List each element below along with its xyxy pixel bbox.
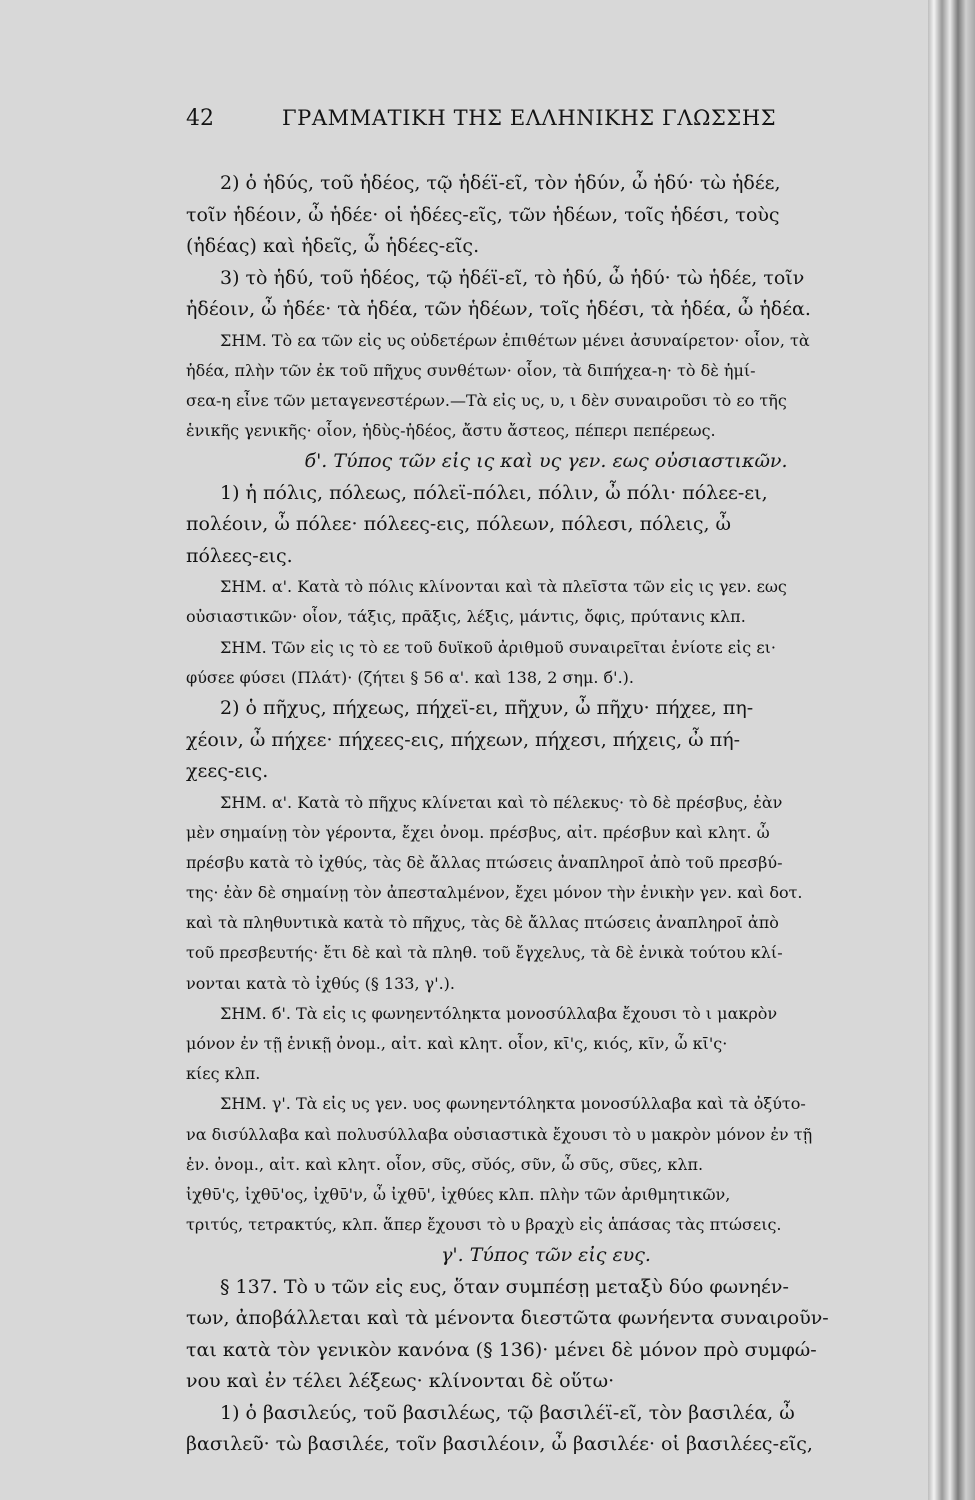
text-line: πόλεες-εις.	[186, 544, 293, 567]
note-line: ΣΗΜ. γ'. Τὰ εἰς υς γεν. υος φωνηεντόληκτα μονοσύλλαβα καὶ τὰ ὀξύτο-	[220, 1094, 806, 1114]
note-line: μόνον ἐν τῇ ἑνικῇ ὀνομ., αἰτ. καὶ κλητ. οἷον, κῑ'ς, κιός, κῖν, ὦ κῑ'ς·	[186, 1034, 728, 1053]
text-line: νου καὶ ἐν τέλει λέξεως· κλίνονται δὲ οὕτω·	[186, 1370, 615, 1393]
section-heading: γ'. Τύπος τῶν εἰς ευς.	[441, 1244, 651, 1267]
note-line: μὲν σημαίνῃ τὸν γέροντα, ἔχει ὀνομ. πρέσβυς, αἰτ. πρέσβυν καὶ κλητ. ὦ	[186, 822, 770, 842]
text-line: 2) ὁ πῆχυς, πήχεως, πήχεϊ-ει, πῆχυν, ὦ πῆχυ· πήχεε, πη-	[220, 697, 754, 719]
note-line: ἑν. ὀνομ., αἰτ. καὶ κλητ. οἷον, σῦς, σῠός, σῦν, ὦ σῦς, σῦες, κλπ.	[186, 1154, 704, 1174]
note-line: νονται κατὰ τὸ ἰχθύς (§ 133, γ'.).	[186, 973, 456, 993]
text-line: χεες-εις.	[186, 760, 269, 782]
text-line: ται κατὰ τὸν γενικὸν κανόνα (§ 136)· μένει δὲ μόνον πρὸ συμφώ-	[186, 1338, 817, 1361]
page-body	[186, 168, 906, 1461]
text-line: βασιλεῦ· τὼ βασιλέε, τοῖν βασιλέοιν, ὦ βασιλέε· οἱ βασιλέες-εῖς,	[186, 1433, 813, 1456]
text-line: § 137. Τὸ υ τῶν εἰς ευς, ὅταν συμπέσῃ μεταξὺ δύο φωνηέν-	[220, 1275, 789, 1298]
running-title: ΓΡΑΜΜΑΤΙΚΗ ΤΗΣ ΕΛΛΗΝΙΚΗΣ ΓΛΩΣΣΗΣ	[282, 106, 777, 130]
note-line: καὶ τὰ πληθυντικὰ κατὰ τὸ πῆχυς, τὰς δὲ ἄλλας πτώσεις ἀναπληροῖ ἀπὸ	[186, 913, 779, 933]
text-line: ἡδέοιν, ὦ ἡδέε· τὰ ἡδέα, τῶν ἡδέων, τοῖς ἡδέσι, τὰ ἡδέα, ὦ ἡδέα.	[186, 298, 811, 320]
text-line: χέοιν, ὦ πήχεε· πήχεες-εις, πήχεων, πήχεσι, πήχεις, ὦ πή-	[186, 728, 740, 751]
note-line: ἑνικῆς γενικῆς· οἷον, ἡδὺς-ἡδέος, ἄστυ ἄστεος, πέπερι πεπέρεως.	[186, 421, 716, 441]
section-heading: б'. Τύπος τῶν εἰς ις καὶ υς γεν. εως οὐσιαστικῶν.	[304, 450, 788, 473]
note-line: κίες κλπ.	[186, 1064, 261, 1084]
note-line: φύσεε φύσει (Πλάτ)· (ζήτει § 56 α'. καὶ 138, 2 σημ. б'.).	[186, 667, 634, 687]
text-line: 3) τὸ ἡδύ, τοῦ ἡδέος, τῷ ἡδέϊ-εῖ, τὸ ἡδύ, ὦ ἡδύ· τὼ ἡδέε, τοῖν	[220, 266, 805, 289]
note-line: σεα-η εἶνε τῶν μεταγενεστέρων.—Τὰ εἰς υς, υ, ι δὲν συναιροῦσι τὸ εο τῆς	[186, 390, 787, 410]
book-spine	[928, 0, 975, 1500]
page-number: 42	[186, 106, 214, 131]
note-line: τριτύς, τετρακτύς, κλπ. ἅπερ ἔχουσι τὸ υ βραχὺ εἰς ἁπάσας τὰς πτώσεις.	[186, 1215, 782, 1235]
text-line: των, ἀποβάλλεται καὶ τὰ μένοντα διεστῶτα φωνήεντα συναιροῦν-	[186, 1307, 829, 1330]
note-line: ΣΗΜ. Τὸ εα τῶν εἰς υς οὐδετέρων ἐπιθέτων μένει ἀσυναίρετον· οἷον, τὰ	[220, 330, 810, 350]
note-line: ΣΗΜ. α'. Κατὰ τὸ πόλις κλίνονται καὶ τὰ πλεῖστα τῶν εἰς ις γεν. εως	[220, 577, 787, 597]
note-line: τοῦ πρεσβευτής· ἔτι δὲ καὶ τὰ πληθ. τοῦ ἔγχελυς, τὰ δὲ ἑνικὰ τούτου κλί-	[186, 943, 783, 963]
text-line: πολέοιν, ὦ πόλεε· πόλεες-εις, πόλεων, πόλεσι, πόλεις, ὦ	[186, 513, 732, 536]
page-header	[186, 106, 786, 138]
text-line: 1) ὁ βασιλεύς, τοῦ βασιλέως, τῷ βασιλέϊ-εῖ, τὸν βασιλέα, ὦ	[220, 1401, 795, 1424]
note-line: ἰχθῡ'ς, ἰχθῡ'ος, ἰχθῡ'ν, ὦ ἰχθῡ', ἰχθύες κλπ. πλὴν τῶν ἀριθμητικῶν,	[186, 1184, 731, 1204]
text-line: 2) ὁ ἡδύς, τοῦ ἡδέος, τῷ ἡδέϊ-εῖ, τὸν ἡδύν, ὦ ἡδύ· τὼ ἡδέε,	[220, 172, 781, 194]
note-line: να δισύλλαβα καὶ πολυσύλλαβα οὐσιαστικὰ ἔχουσι τὸ υ μακρὸν μόνον ἐν τῇ	[186, 1124, 813, 1144]
note-line: ἡδέα, πλὴν τῶν ἐκ τοῦ πῆχυς συνθέτων· οἷον, τὰ διπήχεα-η· τὸ δὲ ἡμί-	[186, 360, 756, 380]
note-line: πρέσβυ κατὰ τὸ ἰχθύς, τὰς δὲ ἄλλας πτώσεις ἀναπληροῖ ἀπὸ τοῦ πρεσβύ-	[186, 852, 783, 872]
note-line: οὐσιαστικῶν· οἷον, τάξις, πρᾶξις, λέξις, μάντις, ὄφις, πρύτανις κλπ.	[186, 607, 746, 627]
note-line: ΣΗΜ. Τῶν εἰς ις τὸ εε τοῦ δυϊκοῦ ἀριθμοῦ συναιρεῖται ἐνίοτε εἰς ει·	[220, 637, 776, 657]
note-line: ΣΗΜ. б'. Τὰ εἰς ις φωνηεντόληκτα μονοσύλλαβα ἔχουσι τὸ ι μακρὸν	[220, 1003, 778, 1023]
note-line: της· ἐὰν δὲ σημαίνῃ τὸν ἀπεσταλμένον, ἔχει μόνον τὴν ἑνικὴν γεν. καὶ δοτ.	[186, 883, 803, 903]
text-line: 1) ἡ πόλις, πόλεως, πόλεϊ-πόλει, πόλιν, ὦ πόλι· πόλεε-ει,	[220, 481, 768, 504]
text-line: (ἡδέας) καὶ ἡδεῖς, ὦ ἡδέες-εῖς.	[186, 235, 480, 257]
text-line: τοῖν ἡδέοιν, ὦ ἡδέε· οἱ ἡδέες-εῖς, τῶν ἡδέων, τοῖς ἡδέσι, τοὺς	[186, 203, 780, 226]
note-line: ΣΗΜ. α'. Κατὰ τὸ πῆχυς κλίνεται καὶ τὸ πέλεκυς· τὸ δὲ πρέσβυς, ἐὰν	[220, 792, 783, 812]
